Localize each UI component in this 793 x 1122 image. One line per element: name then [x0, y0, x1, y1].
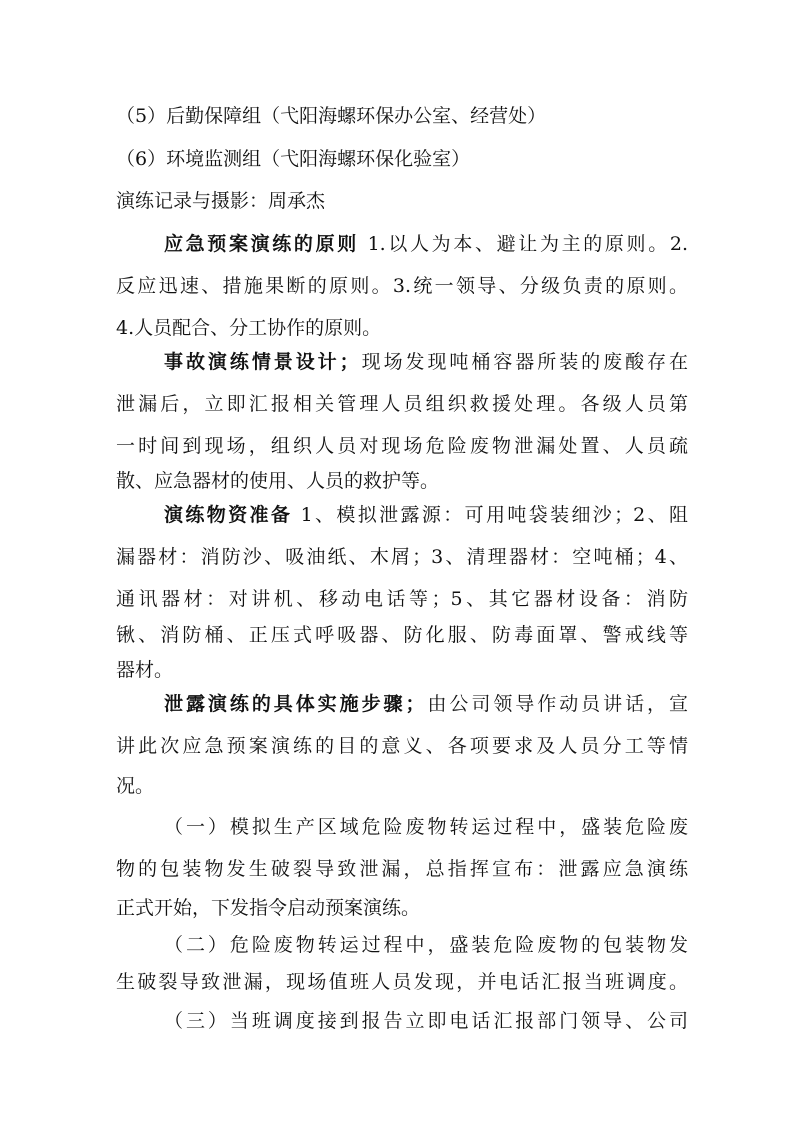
principles-heading: 应急预案演练的原则 [164, 233, 359, 255]
materials-heading: 演练物资准备 [164, 504, 293, 526]
steps-line-3: 况。 [116, 775, 155, 797]
materials-line-1 [164, 495, 688, 535]
scenario-line-4: 散、应急器材的使用、人员的救护等。 [116, 470, 440, 492]
principles-line-2: 反应迅速、措施果断的原则。3.统一领导、分级负责的原则。 [116, 275, 688, 297]
materials-line-3: 通讯器材：对讲机、移动电话等；5、其它器材设备：消防 [116, 588, 688, 610]
step-one-line-1: （一）模拟生产区域危险废物转运过程中，盛装危险废 [164, 816, 688, 838]
scenario-text-1: 现场发现吨桶容器所装的废酸存在 [358, 351, 688, 373]
materials-line-5: 器材。 [116, 659, 174, 681]
materials-line-2: 漏器材：消防沙、吸油纸、木屑；3、清理器材：空吨桶；4、 [116, 546, 688, 568]
principles-text-1: 1.以人为本、避让为主的原则。2. [367, 233, 688, 255]
steps-heading: 泄露演练的具体实施步骤； [164, 693, 425, 715]
principles-line-1 [164, 224, 688, 264]
steps-line-1 [164, 684, 688, 724]
materials-line-4: 锹、消防桶、正压式呼吸器、防化服、防毒面罩、警戒线等 [116, 624, 688, 646]
group-5-line: （5）后勤保障组（弋阳海螺环保办公室、经营处） [116, 105, 547, 127]
step-one-line-2: 物的包装物发生破裂导致泄漏，总指挥宣布：泄露应急演练 [116, 858, 688, 880]
step-three-line-1: （三）当班调度接到报告立即电话汇报部门领导、公司 [164, 1010, 688, 1032]
scenario-line-2: 泄漏后，立即汇报相关管理人员组织救援处理。各级人员第 [116, 393, 688, 415]
principles-line-3: 4.人员配合、分工协作的原则。 [116, 317, 382, 339]
steps-text-1: 由公司领导作动员讲话，宣 [424, 693, 688, 715]
scenario-line-3: 一时间到现场，组织人员对现场危险废物泄漏处置、人员疏 [116, 435, 688, 457]
step-two-line-1: （二）危险废物转运过程中，盛装危险废物的包装物发 [164, 934, 688, 956]
scenario-line-1 [164, 342, 688, 382]
materials-text-1: 1、模拟泄露源：可用吨袋装细沙；2、阻 [300, 504, 688, 526]
group-6-line: （6）环境监测组（弋阳海螺环保化验室） [116, 148, 471, 170]
recorder-line: 演练记录与摄影：周承杰 [116, 190, 326, 212]
step-one-line-3: 正式开始，下发指令启动预案演练。 [116, 897, 421, 919]
step-two-line-2: 生破裂导致泄漏，现场值班人员发现，并电话汇报当班调度。 [116, 971, 688, 993]
scenario-heading: 事故演练情景设计； [164, 351, 359, 373]
steps-line-2: 讲此次应急预案演练的目的意义、各项要求及人员分工等情 [116, 735, 688, 757]
